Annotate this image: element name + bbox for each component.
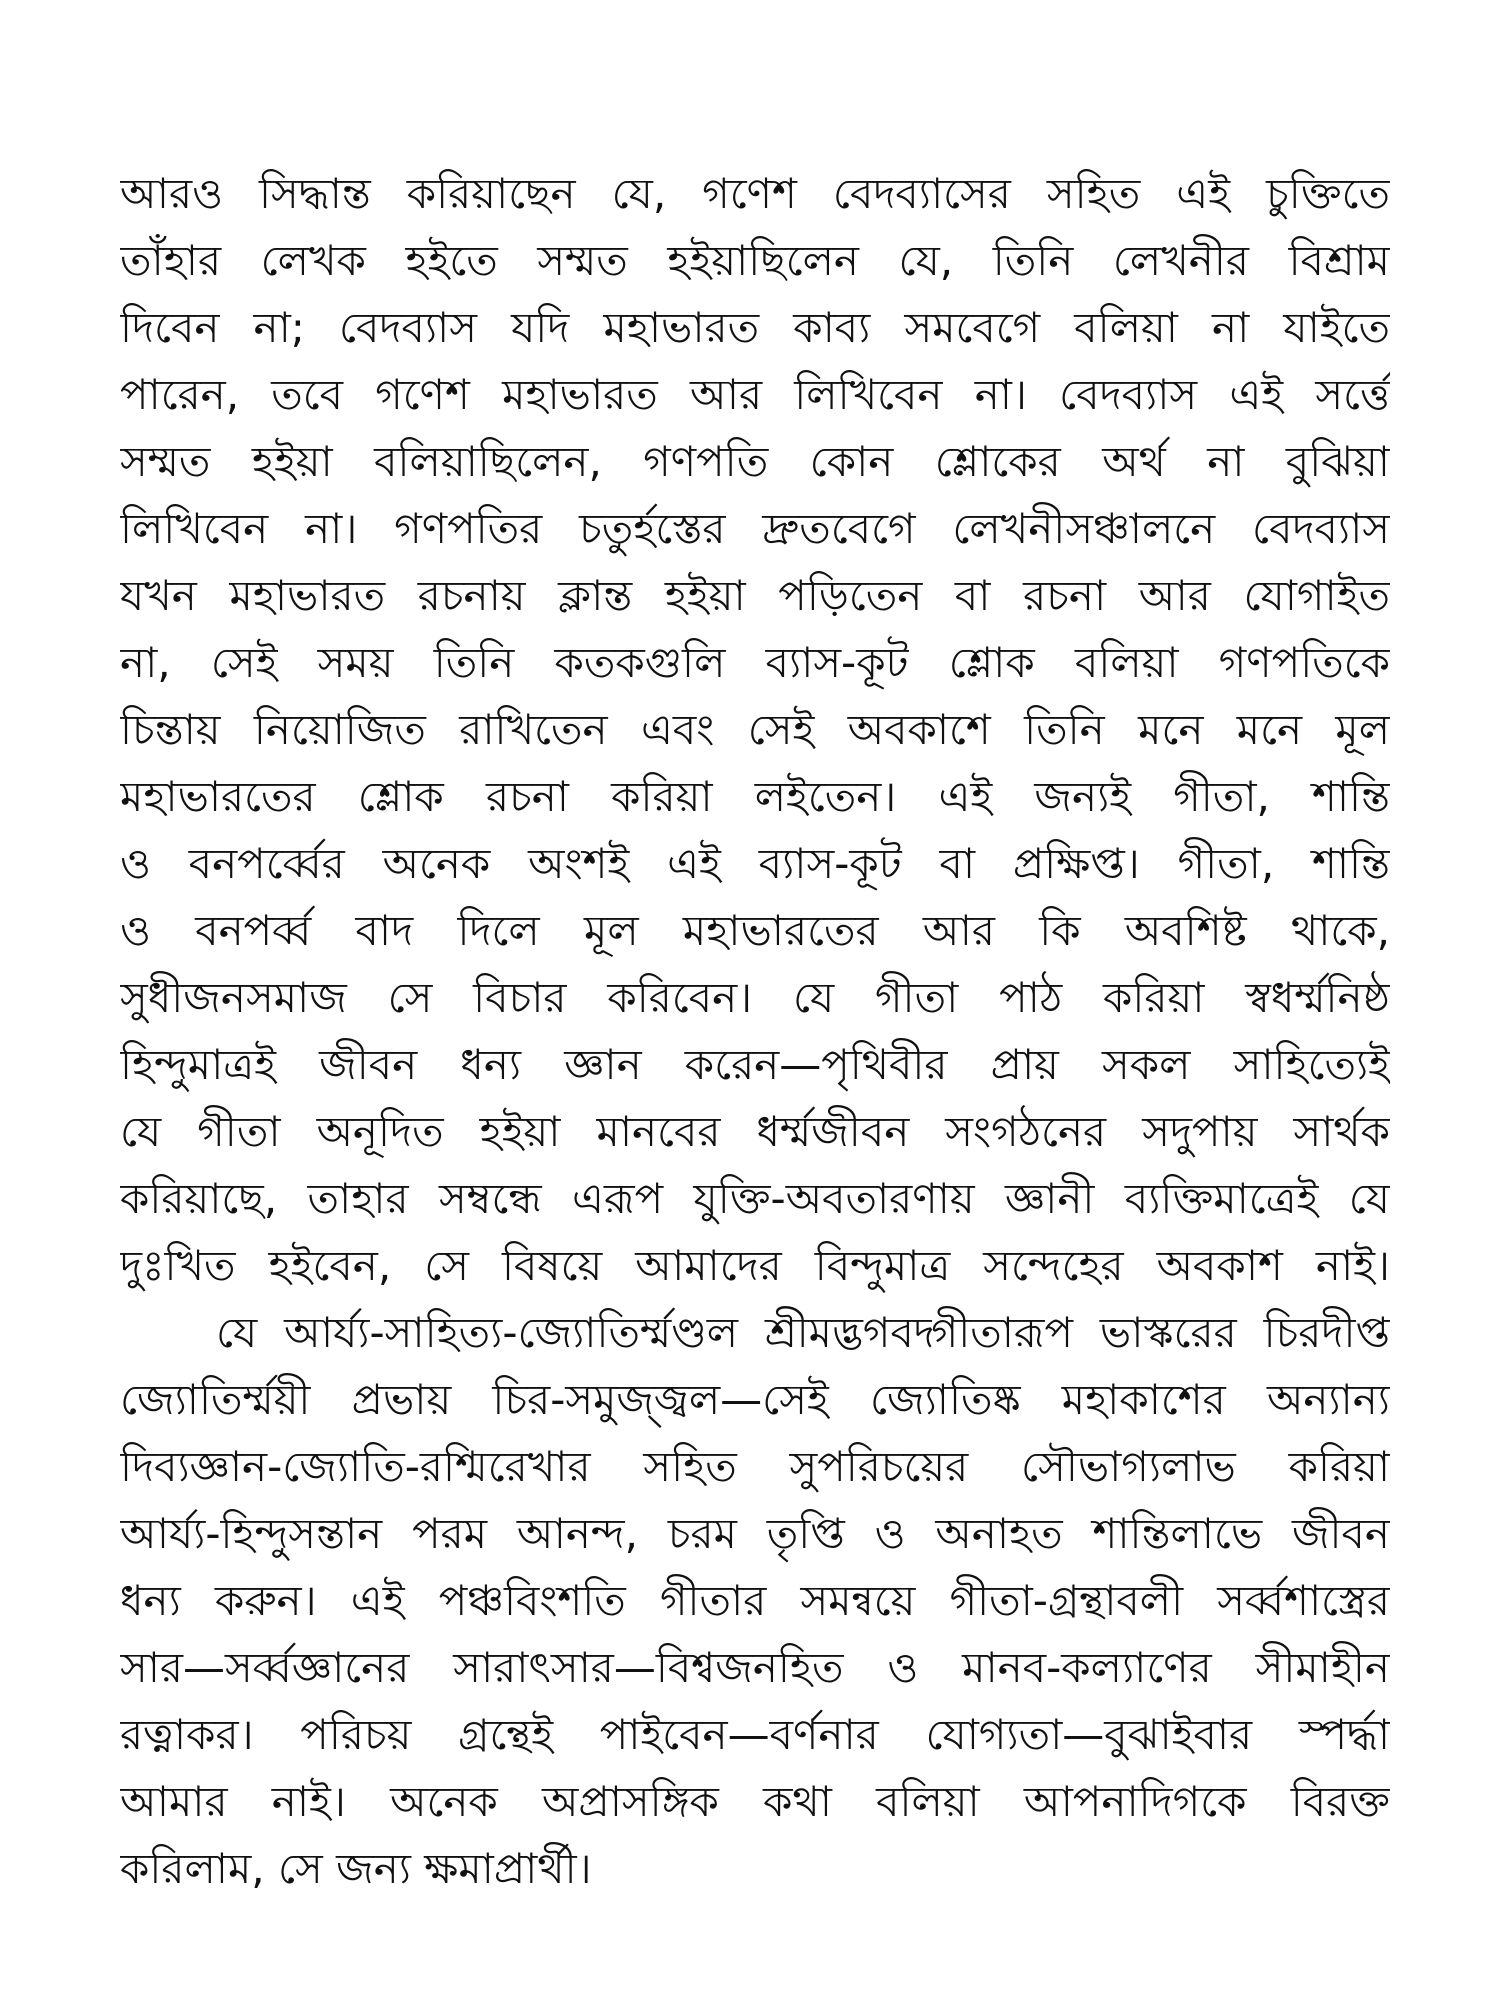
text-line: তাঁহার লেখক হইতে সম্মত হইয়াছিলেন যে, তিনি লেখনীর বিশ্রাম	[120, 236, 1390, 285]
text-line: মহাভারতের শ্লোক রচনা করিয়া লইতেন। এই জন্যই গীতা, শান্তি	[120, 772, 1390, 821]
text-line: চিন্তায় নিয়োজিত রাখিতেন এবং সেই অবকাশে তিনি মনে মনে মূল	[120, 705, 1390, 754]
text-line: যে গীতা অনূদিত হইয়া মানবের ধর্ম্মজীবন সংগঠনের সদুপায় সার্থক	[120, 1107, 1390, 1156]
text-line: সম্মত হইয়া বলিয়াছিলেন, গণপতি কোন শ্লোকের অর্থ না বুঝিয়া	[120, 437, 1390, 486]
paragraph-end-line: করিলাম, সে জন্য ক্ষমাপ্রার্থী।	[120, 1844, 592, 1893]
text-line: দিবেন না; বেদব্যাস যদি মহাভারত কাব্য সমবেগে বলিয়া না যাইতে	[120, 303, 1390, 352]
text-line: দুঃখিত হইবেন, সে বিষয়ে আমাদের বিন্দুমাত্র সন্দেহের অবকাশ নাই।	[120, 1241, 1390, 1290]
text-line: ধন্য করুন। এই পঞ্চবিংশতি গীতার সমন্বয়ে গীতা-গ্রন্থাবলী সর্ব্বশাস্ত্রের	[120, 1576, 1390, 1625]
text-line: জ্যোতির্ম্ময়ী প্রভায় চির-সমুজ্জ্বল—সেই জ্যোতিষ্ক মহাকাশের অন্যান্য	[120, 1375, 1390, 1424]
text-line: রত্নাকর। পরিচয় গ্রন্থেই পাইবেন—বর্ণনার যোগ্যতা—বুঝাইবার স্পর্দ্ধা	[120, 1710, 1390, 1759]
text-line: সার—সর্ব্বজ্ঞানের সারাৎসার—বিশ্বজনহিত ও মানব-কল্যাণের সীমাহীন	[120, 1643, 1390, 1692]
text-line: ও বনপর্ব্বের অনেক অংশই এই ব্যাস-কূট বা প্রক্ষিপ্ত। গীতা, শান্তি	[120, 839, 1390, 888]
text-line: লিখিবেন না। গণপতির চতুর্হস্তের দ্রুতবেগে লেখনীসঞ্চালনে বেদব্যাস	[120, 504, 1390, 553]
text-line: পারেন, তবে গণেশ মহাভারত আর লিখিবেন না। বেদব্যাস এই সর্ত্তে	[120, 370, 1390, 419]
text-line: হিন্দুমাত্রই জীবন ধন্য জ্ঞান করেন—পৃথিবীর প্রায় সকল সাহিত্যেই	[120, 1040, 1390, 1089]
text-line: যখন মহাভারত রচনায় ক্লান্ত হইয়া পড়িতেন বা রচনা আর যোগাইত	[120, 571, 1390, 620]
body-text	[120, 160, 1390, 1902]
text-line: সুধীজনসমাজ সে বিচার করিবেন। যে গীতা পাঠ করিয়া স্বধর্ম্মনিষ্ঠ	[120, 973, 1390, 1022]
text-line: আর্য্য-হিন্দুসন্তান পরম আনন্দ, চরম তৃপ্তি ও অনাহত শান্তিলাভে জীবন	[120, 1509, 1390, 1558]
text-line: না, সেই সময় তিনি কতকগুলি ব্যাস-কূট শ্লোক বলিয়া গণপতিকে	[120, 638, 1390, 687]
text-line: ও বনপর্ব্ব বাদ দিলে মূল মহাভারতের আর কি অবশিষ্ট থাকে,	[120, 906, 1390, 955]
text-line: দিব্যজ্ঞান-জ্যোতি-রশ্মিরেখার সহিত সুপরিচয়ের সৌভাগ্যলাভ করিয়া	[120, 1442, 1390, 1491]
text-line: আমার নাই। অনেক অপ্রাসঙ্গিক কথা বলিয়া আপনাদিগকে বিরক্ত	[120, 1777, 1390, 1826]
text-line: করিয়াছে, তাহার সম্বন্ধে এরূপ যুক্তি-অবতারণায় জ্ঞানী ব্যক্তিমাত্রেই যে	[120, 1174, 1390, 1223]
text-line: আরও সিদ্ধান্ত করিয়াছেন যে, গণেশ বেদব্যাসের সহিত এই চুক্তিতে	[120, 169, 1390, 218]
paragraph-start-line: যে আর্য্য-সাহিত্য-জ্যোতির্ম্মণ্ডল শ্রীমদ্ভগবদ্গীতারূপ ভাস্করের চিরদীপ্ত	[216, 1308, 1390, 1357]
